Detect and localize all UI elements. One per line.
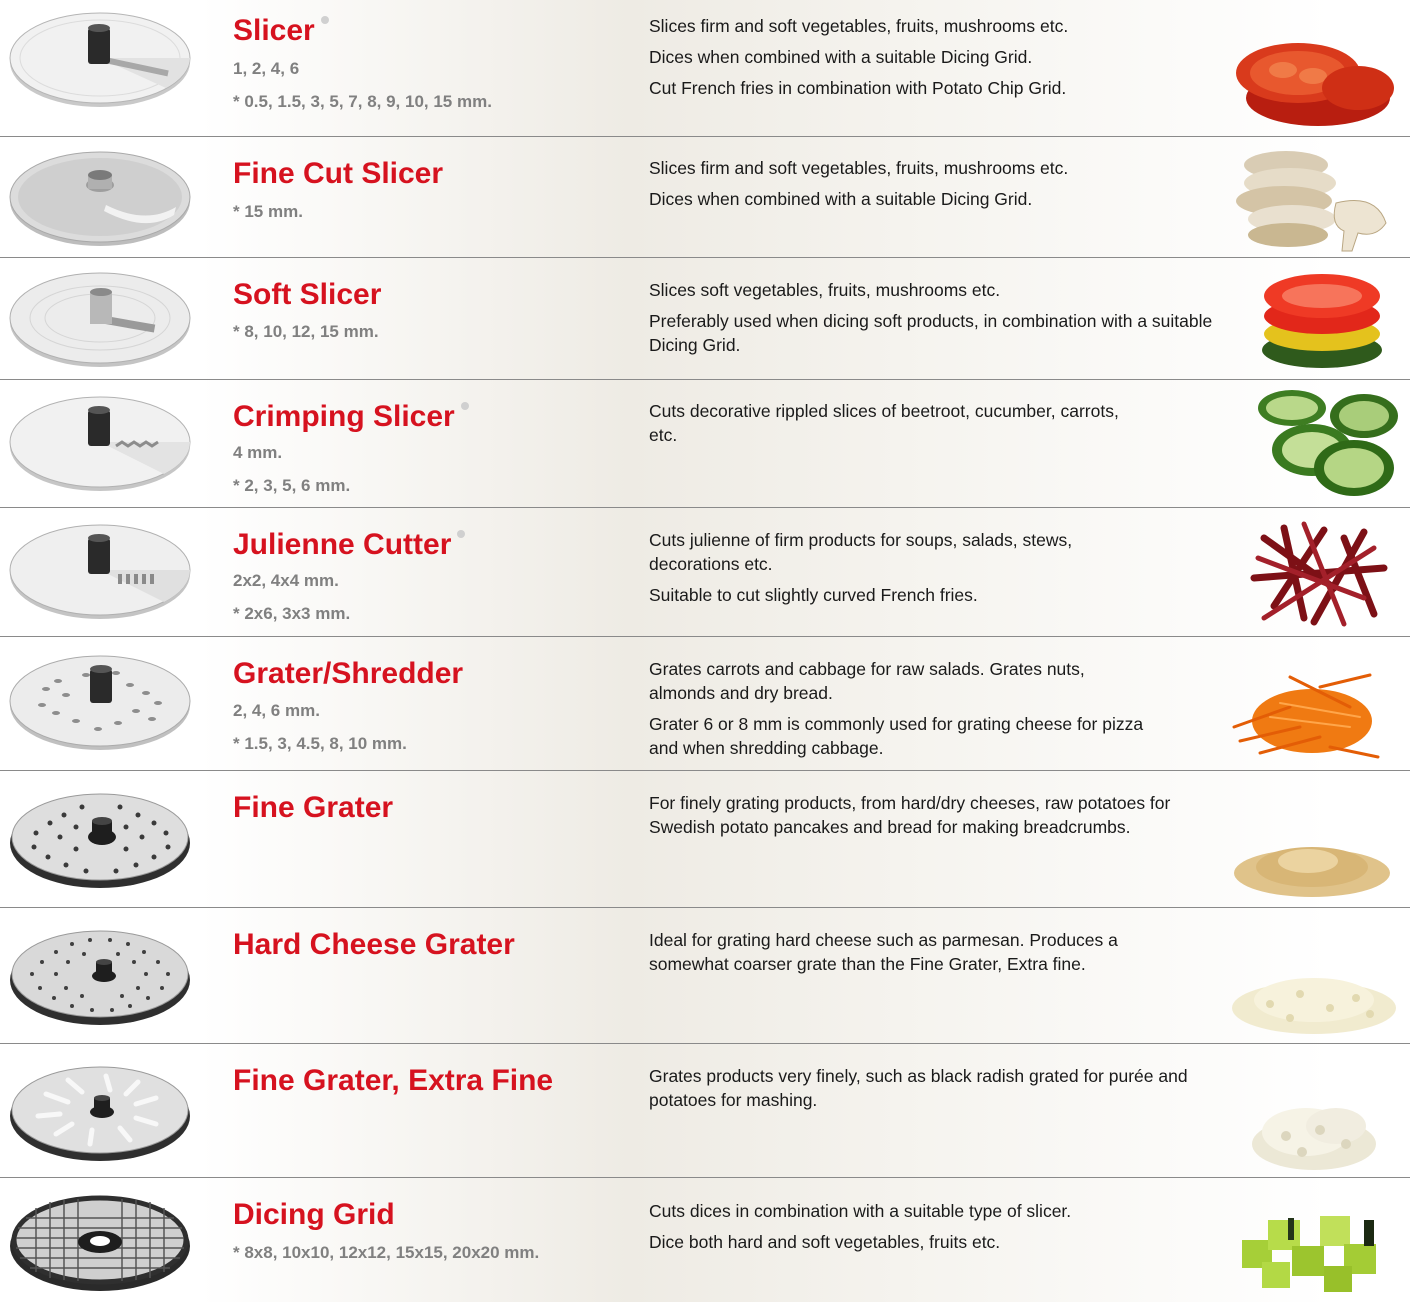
product-title: Soft Slicer <box>233 278 382 311</box>
product-spec: * 2x6, 3x3 mm. <box>233 604 351 623</box>
product-spec: * 2, 3, 5, 6 mm. <box>233 476 351 495</box>
hard-cheese-grater-disc-icon <box>6 922 194 1026</box>
marker-dot <box>457 530 465 538</box>
marker-dot <box>461 402 469 410</box>
product-description: Grates products very finely, such as black radish grated for purée and potatoes for mashing. <box>649 1066 1188 1110</box>
product-spec: 4 mm. <box>233 443 283 462</box>
product-description: Slices soft vegetables, fruits, mushrooms etc. Preferably used when dicing soft products, in combination with a suitable Dicing Grid. <box>649 280 1213 355</box>
product-title: Julienne Cutter <box>233 528 465 562</box>
crimping-slicer-disc-icon <box>6 390 194 494</box>
product-title: Crimping Slicer <box>233 400 469 434</box>
product-spec: * 8x8, 10x10, 12x12, 15x15, 20x20 mm. <box>233 1243 540 1262</box>
cucumber-slices-icon <box>1252 386 1402 502</box>
fine-grater-disc-icon <box>6 785 194 889</box>
product-title: Dicing Grid <box>233 1198 395 1231</box>
product-spec: 1, 2, 4, 6 <box>233 59 300 78</box>
fine-cut-slicer-disc-icon <box>6 145 194 249</box>
product-description: Ideal for grating hard cheese such as parmesan. Produces a somewhat coarser grate than the Fine Grater, Extra fine. <box>649 930 1118 974</box>
product-spec: * 15 mm. <box>233 202 303 221</box>
product-description: Cuts dices in combination with a suitable type of slicer. Dice both hard and soft vegetables, fruits etc. <box>649 1201 1072 1252</box>
marker-dot <box>321 16 329 24</box>
product-title: Grater/Shredder <box>233 657 464 690</box>
julienne-cutter-disc-icon <box>6 518 194 622</box>
grated-carrot-icon <box>1230 667 1382 763</box>
product-description: Slices firm and soft vegetables, fruits, mushrooms etc. Dices when combined with a suitable Dicing Grid. Cut French fries in combination with Potato Chip Grid. <box>649 16 1069 98</box>
product-row-dicing-grid <box>0 1178 1410 1302</box>
product-description: Grates carrots and cabbage for raw salads. Grates nuts, almonds and dry bread. Grater 6 or 8 mm is commonly used for grating cheese for pizza and when shredding cabbage. <box>649 659 1144 758</box>
product-spec: 2, 4, 6 mm. <box>233 701 320 720</box>
product-row-soft-slicer <box>0 258 1410 380</box>
product-description: Cuts julienne of firm products for soups, salads, stews, decorations etc. Suitable to cut slightly curved French fries. <box>649 530 1073 605</box>
product-spec: 2x2, 4x4 mm. <box>233 571 339 590</box>
product-title: Slicer <box>233 14 329 48</box>
product-spec: * 0.5, 1.5, 3, 5, 7, 8, 9, 10, 15 mm. <box>233 92 492 111</box>
mushroom-slices-icon <box>1226 143 1396 255</box>
grater-shredder-disc-icon <box>6 649 194 753</box>
product-row-crimping-slicer <box>0 380 1410 508</box>
extra-fine-grater-disc-icon <box>6 1058 194 1162</box>
product-spec: * 1.5, 3, 4.5, 8, 10 mm. <box>233 734 407 753</box>
soft-slicer-disc-icon <box>6 266 194 370</box>
zucchini-dice-icon <box>1232 1200 1394 1296</box>
product-row-julienne-cutter <box>0 508 1410 637</box>
product-spec: * 8, 10, 12, 15 mm. <box>233 322 379 341</box>
product-row-slicer <box>0 0 1410 137</box>
product-title: Fine Cut Slicer <box>233 157 444 190</box>
product-row-grater-shredder <box>0 637 1410 771</box>
grated-radish-icon <box>1246 1090 1380 1176</box>
grated-cheese-icon <box>1230 964 1400 1040</box>
product-description: Cuts decorative rippled slices of beetroot, cucumber, carrots, etc. <box>649 401 1119 445</box>
product-row-fine-grater-extra-fine <box>0 1044 1410 1178</box>
product-description: For finely grating products, from hard/dry cheeses, raw potatoes for Swedish potato pancakes and bread for making breadcrumbs. <box>649 793 1171 837</box>
slicer-disc-icon <box>6 6 194 110</box>
product-title: Fine Grater <box>233 791 394 824</box>
product-row-fine-grater <box>0 771 1410 908</box>
dicing-grid-disc-icon <box>6 1188 194 1292</box>
product-title: Fine Grater, Extra Fine <box>233 1064 554 1097</box>
pepper-slices-icon <box>1258 264 1392 372</box>
tomato-slices-icon <box>1228 28 1404 130</box>
breadcrumbs-icon <box>1232 837 1394 899</box>
product-title: Hard Cheese Grater <box>233 928 515 961</box>
product-description: Slices firm and soft vegetables, fruits, mushrooms etc. Dices when combined with a suitable Dicing Grid. <box>649 158 1069 209</box>
product-row-fine-cut-slicer <box>0 137 1410 258</box>
product-row-hard-cheese-grater <box>0 908 1410 1044</box>
beetroot-julienne-icon <box>1244 518 1394 630</box>
